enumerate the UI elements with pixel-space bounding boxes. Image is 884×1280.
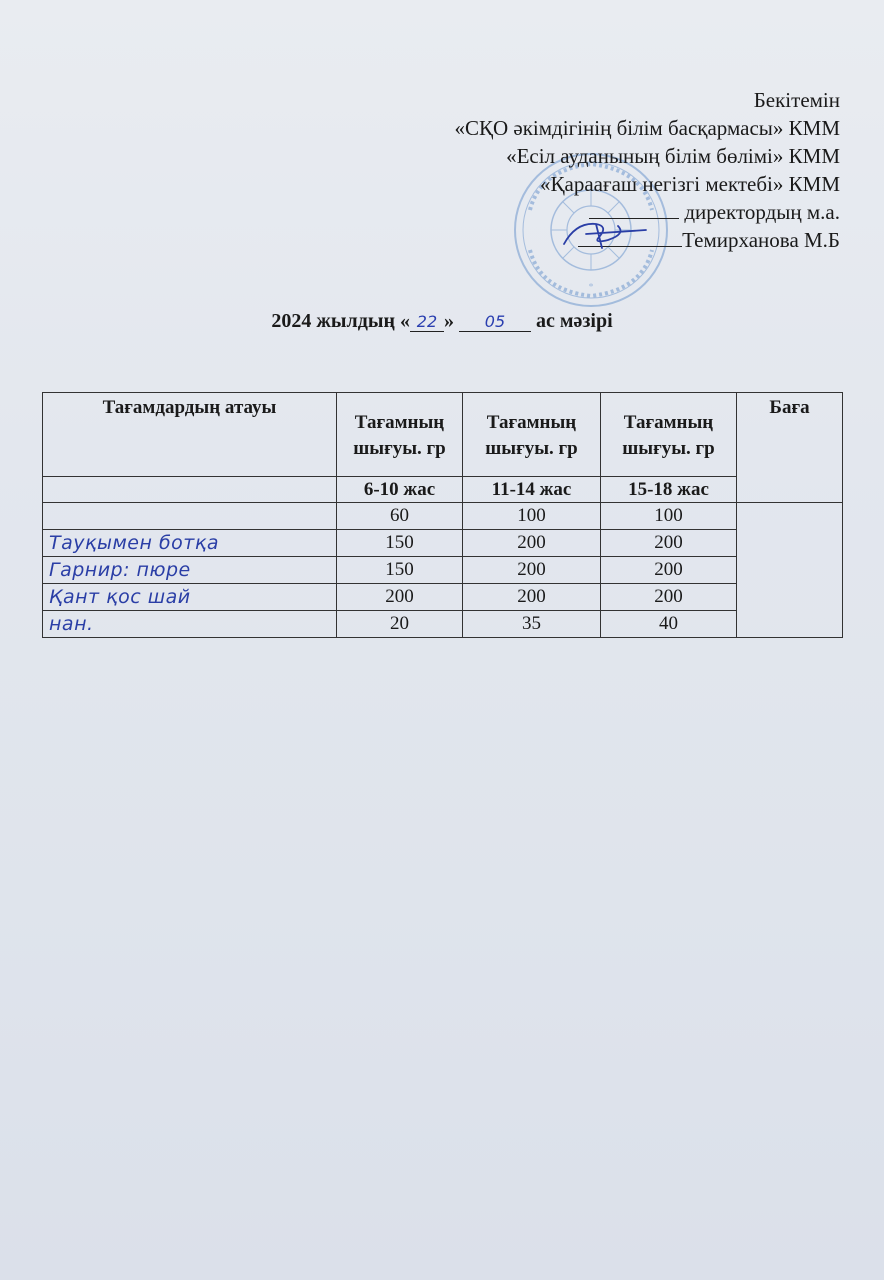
yield-cell: 150 xyxy=(337,530,463,557)
yield-cell: 200 xyxy=(601,530,737,557)
dish-name-cell xyxy=(43,611,337,638)
title-separator: » xyxy=(443,310,459,332)
age-group-2: 11-14 жас xyxy=(463,477,601,503)
age-group-3: 15-18 жас xyxy=(601,477,737,503)
title-month-field xyxy=(459,312,531,332)
header-yield-2: Тағамның шығуы. гр xyxy=(463,393,601,477)
dish-name-cell xyxy=(43,557,337,584)
approval-org-2: «Есіл ауданының білім бөлімі» КММ xyxy=(506,144,840,168)
header-price: Баға xyxy=(737,393,843,503)
dish-name: Қант қос шай xyxy=(49,585,191,608)
header-yield-1: Тағамның шығуы. гр xyxy=(337,393,463,477)
menu-title xyxy=(0,310,884,333)
yield-cell: 200 xyxy=(337,584,463,611)
dish-name-cell xyxy=(43,584,337,611)
yield-cell: 200 xyxy=(463,530,601,557)
yield-cell: 150 xyxy=(337,557,463,584)
yield-cell: 100 xyxy=(601,503,737,530)
menu-table xyxy=(42,392,843,638)
header-yield-3: Тағамның шығуы. гр xyxy=(601,393,737,477)
yield-cell: 200 xyxy=(601,584,737,611)
approval-role: директордың м.а. xyxy=(684,200,840,224)
dish-name: нан. xyxy=(49,612,94,635)
title-day: 22 xyxy=(416,312,438,331)
approval-title: Бекітемін xyxy=(753,88,840,112)
table-header-row xyxy=(43,393,843,477)
title-suffix: ас мәзірі xyxy=(530,310,613,332)
title-day-field xyxy=(410,312,444,332)
title-month: 05 xyxy=(484,312,506,331)
dish-name: Гарнир: пюре xyxy=(49,558,191,581)
table-row xyxy=(43,503,843,530)
age-group-1: 6-10 жас xyxy=(337,477,463,503)
age-row-empty xyxy=(43,477,337,503)
table-row xyxy=(43,584,843,611)
director-signature xyxy=(556,214,656,252)
table-row xyxy=(43,611,843,638)
yield-cell: 40 xyxy=(601,611,737,638)
yield-cell: 60 xyxy=(337,503,463,530)
approval-name: Темирханова М.Б xyxy=(682,228,840,252)
dish-name-cell xyxy=(43,530,337,557)
dish-name-cell xyxy=(43,503,337,530)
table-row xyxy=(43,557,843,584)
yield-cell: 100 xyxy=(463,503,601,530)
yield-cell: 200 xyxy=(601,557,737,584)
yield-cell: 35 xyxy=(463,611,601,638)
yield-cell: 200 xyxy=(463,584,601,611)
header-dish-name: Тағамдардың атауы xyxy=(43,393,337,477)
svg-text:*: * xyxy=(588,282,594,293)
approval-org-3: «Қараағаш негізгі мектебі» КММ xyxy=(540,172,840,196)
price-cell xyxy=(737,503,843,638)
yield-cell: 200 xyxy=(463,557,601,584)
table-row xyxy=(43,530,843,557)
dish-name: Тауқымен ботқа xyxy=(49,531,219,554)
approval-org-1: «СҚО әкімдігінің білім басқармасы» КММ xyxy=(454,116,840,140)
yield-cell: 20 xyxy=(337,611,463,638)
table-age-row xyxy=(43,477,843,503)
title-year: 2024 жылдың « xyxy=(271,310,410,332)
